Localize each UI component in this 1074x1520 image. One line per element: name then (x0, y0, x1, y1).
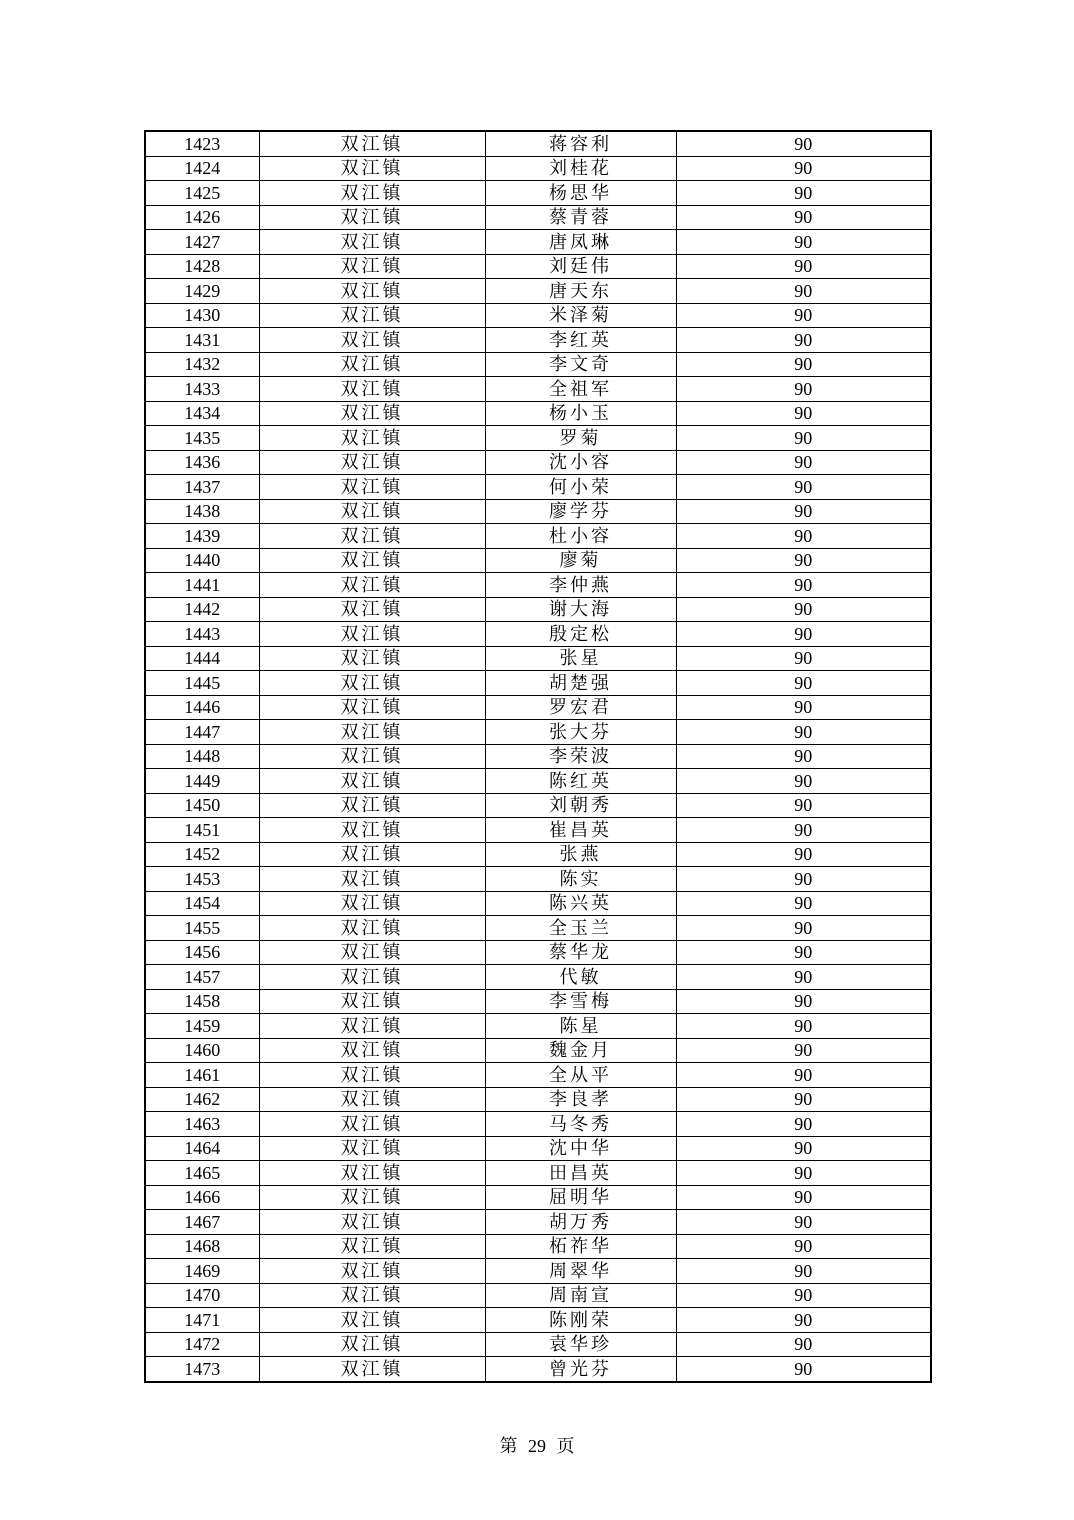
cell-number: 1447 (145, 720, 259, 745)
cell-name: 马冬秀 (485, 1112, 676, 1137)
page-footer-prefix: 第 (499, 1436, 518, 1456)
table-row (145, 1185, 931, 1210)
cell-town: 双江镇 (259, 867, 485, 892)
cell-score: 90 (676, 744, 931, 769)
cell-town: 双江镇 (259, 303, 485, 328)
cell-name: 李雪梅 (485, 989, 676, 1014)
cell-number: 1472 (145, 1332, 259, 1357)
cell-town: 双江镇 (259, 916, 485, 941)
cell-town: 双江镇 (259, 131, 485, 156)
cell-name: 杨思华 (485, 181, 676, 206)
cell-name: 屈明华 (485, 1185, 676, 1210)
cell-score: 90 (676, 303, 931, 328)
cell-town: 双江镇 (259, 279, 485, 304)
cell-score: 90 (676, 989, 931, 1014)
cell-number: 1440 (145, 548, 259, 573)
cell-score: 90 (676, 181, 931, 206)
cell-number: 1460 (145, 1038, 259, 1063)
cell-score: 90 (676, 254, 931, 279)
cell-town: 双江镇 (259, 1357, 485, 1382)
cell-name: 何小荣 (485, 475, 676, 500)
cell-number: 1458 (145, 989, 259, 1014)
cell-number: 1424 (145, 156, 259, 181)
cell-name: 陈刚荣 (485, 1308, 676, 1333)
cell-number: 1455 (145, 916, 259, 941)
cell-score: 90 (676, 450, 931, 475)
cell-score: 90 (676, 1161, 931, 1186)
table-row (145, 156, 931, 181)
cell-name: 陈星 (485, 1014, 676, 1039)
cell-name: 田昌英 (485, 1161, 676, 1186)
cell-town: 双江镇 (259, 646, 485, 671)
cell-town: 双江镇 (259, 1332, 485, 1357)
table-row (145, 131, 931, 156)
cell-number: 1450 (145, 793, 259, 818)
cell-name: 沈中华 (485, 1136, 676, 1161)
cell-town: 双江镇 (259, 1234, 485, 1259)
table-row (145, 1136, 931, 1161)
cell-score: 90 (676, 965, 931, 990)
cell-score: 90 (676, 1259, 931, 1284)
cell-score: 90 (676, 279, 931, 304)
cell-score: 90 (676, 1357, 931, 1382)
cell-town: 双江镇 (259, 499, 485, 524)
cell-name: 周翠华 (485, 1259, 676, 1284)
table-row (145, 622, 931, 647)
cell-number: 1434 (145, 401, 259, 426)
cell-town: 双江镇 (259, 622, 485, 647)
cell-number: 1456 (145, 940, 259, 965)
cell-number: 1431 (145, 328, 259, 353)
cell-number: 1442 (145, 597, 259, 622)
cell-name: 全祖军 (485, 377, 676, 402)
cell-score: 90 (676, 720, 931, 745)
cell-town: 双江镇 (259, 1014, 485, 1039)
cell-town: 双江镇 (259, 965, 485, 990)
table-row (145, 1014, 931, 1039)
cell-name: 刘桂花 (485, 156, 676, 181)
cell-town: 双江镇 (259, 352, 485, 377)
cell-score: 90 (676, 793, 931, 818)
cell-number: 1446 (145, 695, 259, 720)
table-row (145, 328, 931, 353)
table-row (145, 230, 931, 255)
cell-town: 双江镇 (259, 156, 485, 181)
cell-name: 唐凤琳 (485, 230, 676, 255)
cell-town: 双江镇 (259, 1210, 485, 1235)
cell-number: 1445 (145, 671, 259, 696)
page-number: 29 (528, 1436, 546, 1456)
table-row (145, 1063, 931, 1088)
table-row (145, 818, 931, 843)
cell-town: 双江镇 (259, 1308, 485, 1333)
cell-number: 1443 (145, 622, 259, 647)
cell-number: 1469 (145, 1259, 259, 1284)
table-row (145, 1210, 931, 1235)
table-row (145, 181, 931, 206)
cell-name: 周南宣 (485, 1283, 676, 1308)
cell-score: 90 (676, 1283, 931, 1308)
cell-town: 双江镇 (259, 940, 485, 965)
cell-name: 胡万秀 (485, 1210, 676, 1235)
table-row (145, 450, 931, 475)
cell-name: 全玉兰 (485, 916, 676, 941)
table-row (145, 475, 931, 500)
cell-name: 蔡华龙 (485, 940, 676, 965)
cell-score: 90 (676, 499, 931, 524)
table-row (145, 891, 931, 916)
cell-score: 90 (676, 818, 931, 843)
cell-score: 90 (676, 573, 931, 598)
table-row (145, 1357, 931, 1382)
cell-name: 李仲燕 (485, 573, 676, 598)
cell-number: 1427 (145, 230, 259, 255)
cell-number: 1423 (145, 131, 259, 156)
table-row (145, 303, 931, 328)
cell-town: 双江镇 (259, 989, 485, 1014)
cell-number: 1471 (145, 1308, 259, 1333)
cell-score: 90 (676, 1332, 931, 1357)
cell-number: 1473 (145, 1357, 259, 1382)
cell-score: 90 (676, 352, 931, 377)
table-row (145, 1161, 931, 1186)
cell-score: 90 (676, 867, 931, 892)
cell-town: 双江镇 (259, 1136, 485, 1161)
cell-name: 唐天东 (485, 279, 676, 304)
cell-town: 双江镇 (259, 1259, 485, 1284)
table-row (145, 769, 931, 794)
cell-name: 崔昌英 (485, 818, 676, 843)
cell-number: 1439 (145, 524, 259, 549)
cell-name: 代敏 (485, 965, 676, 990)
cell-number: 1459 (145, 1014, 259, 1039)
cell-town: 双江镇 (259, 1063, 485, 1088)
cell-score: 90 (676, 328, 931, 353)
cell-number: 1428 (145, 254, 259, 279)
cell-number: 1461 (145, 1063, 259, 1088)
cell-name: 李荣波 (485, 744, 676, 769)
cell-number: 1432 (145, 352, 259, 377)
cell-score: 90 (676, 671, 931, 696)
cell-name: 魏金月 (485, 1038, 676, 1063)
table-row (145, 793, 931, 818)
table-row (145, 695, 931, 720)
cell-name: 蔡青蓉 (485, 205, 676, 230)
table-row (145, 279, 931, 304)
cell-number: 1465 (145, 1161, 259, 1186)
table-row (145, 1112, 931, 1137)
cell-town: 双江镇 (259, 769, 485, 794)
cell-name: 沈小容 (485, 450, 676, 475)
cell-name: 袁华珍 (485, 1332, 676, 1357)
cell-number: 1470 (145, 1283, 259, 1308)
table-row (145, 646, 931, 671)
cell-town: 双江镇 (259, 475, 485, 500)
cell-town: 双江镇 (259, 426, 485, 451)
cell-score: 90 (676, 842, 931, 867)
cell-score: 90 (676, 622, 931, 647)
cell-town: 双江镇 (259, 230, 485, 255)
cell-name: 陈实 (485, 867, 676, 892)
cell-number: 1463 (145, 1112, 259, 1137)
cell-town: 双江镇 (259, 671, 485, 696)
roster-table-body (145, 131, 931, 1382)
cell-town: 双江镇 (259, 548, 485, 573)
cell-name: 张燕 (485, 842, 676, 867)
table-row (145, 426, 931, 451)
page-footer (0, 1432, 1074, 1458)
table-row (145, 940, 931, 965)
cell-score: 90 (676, 156, 931, 181)
cell-score: 90 (676, 401, 931, 426)
cell-name: 张星 (485, 646, 676, 671)
cell-number: 1468 (145, 1234, 259, 1259)
cell-town: 双江镇 (259, 1185, 485, 1210)
cell-town: 双江镇 (259, 695, 485, 720)
table-row (145, 1087, 931, 1112)
cell-town: 双江镇 (259, 524, 485, 549)
cell-name: 杨小玉 (485, 401, 676, 426)
table-row (145, 352, 931, 377)
cell-score: 90 (676, 1136, 931, 1161)
roster-table (144, 130, 932, 1383)
table-row (145, 842, 931, 867)
cell-number: 1448 (145, 744, 259, 769)
table-row (145, 965, 931, 990)
cell-name: 李文奇 (485, 352, 676, 377)
table-row (145, 573, 931, 598)
cell-number: 1426 (145, 205, 259, 230)
table-row (145, 401, 931, 426)
cell-name: 胡楚强 (485, 671, 676, 696)
table-row (145, 867, 931, 892)
cell-score: 90 (676, 695, 931, 720)
cell-score: 90 (676, 475, 931, 500)
cell-name: 杜小容 (485, 524, 676, 549)
cell-number: 1436 (145, 450, 259, 475)
cell-town: 双江镇 (259, 793, 485, 818)
cell-name: 柘祚华 (485, 1234, 676, 1259)
cell-score: 90 (676, 1087, 931, 1112)
cell-number: 1464 (145, 1136, 259, 1161)
cell-name: 曾光芬 (485, 1357, 676, 1382)
cell-town: 双江镇 (259, 1112, 485, 1137)
cell-number: 1425 (145, 181, 259, 206)
cell-score: 90 (676, 548, 931, 573)
cell-name: 殷定松 (485, 622, 676, 647)
cell-score: 90 (676, 1038, 931, 1063)
cell-name: 李红英 (485, 328, 676, 353)
cell-name: 陈兴英 (485, 891, 676, 916)
cell-town: 双江镇 (259, 891, 485, 916)
cell-score: 90 (676, 426, 931, 451)
cell-score: 90 (676, 1210, 931, 1235)
cell-town: 双江镇 (259, 597, 485, 622)
cell-name: 谢大海 (485, 597, 676, 622)
cell-score: 90 (676, 1112, 931, 1137)
page-footer-suffix: 页 (556, 1436, 575, 1456)
cell-number: 1454 (145, 891, 259, 916)
cell-town: 双江镇 (259, 1161, 485, 1186)
cell-number: 1444 (145, 646, 259, 671)
cell-score: 90 (676, 597, 931, 622)
cell-name: 罗菊 (485, 426, 676, 451)
cell-score: 90 (676, 769, 931, 794)
table-row (145, 377, 931, 402)
table-row (145, 1259, 931, 1284)
table-row (145, 744, 931, 769)
cell-number: 1449 (145, 769, 259, 794)
cell-score: 90 (676, 377, 931, 402)
cell-town: 双江镇 (259, 842, 485, 867)
cell-name: 陈红英 (485, 769, 676, 794)
table-row (145, 499, 931, 524)
cell-number: 1433 (145, 377, 259, 402)
cell-name: 刘朝秀 (485, 793, 676, 818)
cell-number: 1430 (145, 303, 259, 328)
cell-town: 双江镇 (259, 744, 485, 769)
cell-town: 双江镇 (259, 720, 485, 745)
cell-town: 双江镇 (259, 181, 485, 206)
table-row (145, 1038, 931, 1063)
cell-score: 90 (676, 131, 931, 156)
cell-score: 90 (676, 891, 931, 916)
cell-name: 罗宏君 (485, 695, 676, 720)
cell-number: 1457 (145, 965, 259, 990)
table-row (145, 548, 931, 573)
cell-town: 双江镇 (259, 1087, 485, 1112)
cell-number: 1451 (145, 818, 259, 843)
table-row (145, 989, 931, 1014)
cell-name: 刘廷伟 (485, 254, 676, 279)
cell-name: 米泽菊 (485, 303, 676, 328)
cell-town: 双江镇 (259, 1283, 485, 1308)
table-row (145, 1283, 931, 1308)
cell-score: 90 (676, 1063, 931, 1088)
cell-town: 双江镇 (259, 818, 485, 843)
cell-score: 90 (676, 1308, 931, 1333)
table-row (145, 916, 931, 941)
cell-score: 90 (676, 1234, 931, 1259)
table-row (145, 671, 931, 696)
table-row (145, 597, 931, 622)
cell-score: 90 (676, 1185, 931, 1210)
cell-town: 双江镇 (259, 205, 485, 230)
table-row (145, 205, 931, 230)
cell-score: 90 (676, 916, 931, 941)
cell-town: 双江镇 (259, 254, 485, 279)
cell-score: 90 (676, 646, 931, 671)
cell-number: 1466 (145, 1185, 259, 1210)
cell-number: 1453 (145, 867, 259, 892)
table-row (145, 1308, 931, 1333)
cell-number: 1437 (145, 475, 259, 500)
cell-name: 廖菊 (485, 548, 676, 573)
cell-name: 张大芬 (485, 720, 676, 745)
cell-score: 90 (676, 1014, 931, 1039)
cell-score: 90 (676, 524, 931, 549)
cell-name: 廖学芬 (485, 499, 676, 524)
cell-number: 1462 (145, 1087, 259, 1112)
cell-name: 李良孝 (485, 1087, 676, 1112)
cell-town: 双江镇 (259, 328, 485, 353)
cell-number: 1452 (145, 842, 259, 867)
cell-number: 1429 (145, 279, 259, 304)
cell-number: 1467 (145, 1210, 259, 1235)
cell-number: 1435 (145, 426, 259, 451)
cell-number: 1438 (145, 499, 259, 524)
table-row (145, 720, 931, 745)
cell-town: 双江镇 (259, 450, 485, 475)
cell-name: 全从平 (485, 1063, 676, 1088)
cell-town: 双江镇 (259, 377, 485, 402)
cell-score: 90 (676, 940, 931, 965)
table-row (145, 1332, 931, 1357)
cell-town: 双江镇 (259, 1038, 485, 1063)
cell-name: 蒋容利 (485, 131, 676, 156)
table-row (145, 254, 931, 279)
cell-number: 1441 (145, 573, 259, 598)
table-row (145, 1234, 931, 1259)
cell-town: 双江镇 (259, 401, 485, 426)
table-row (145, 524, 931, 549)
cell-score: 90 (676, 205, 931, 230)
cell-town: 双江镇 (259, 573, 485, 598)
cell-score: 90 (676, 230, 931, 255)
